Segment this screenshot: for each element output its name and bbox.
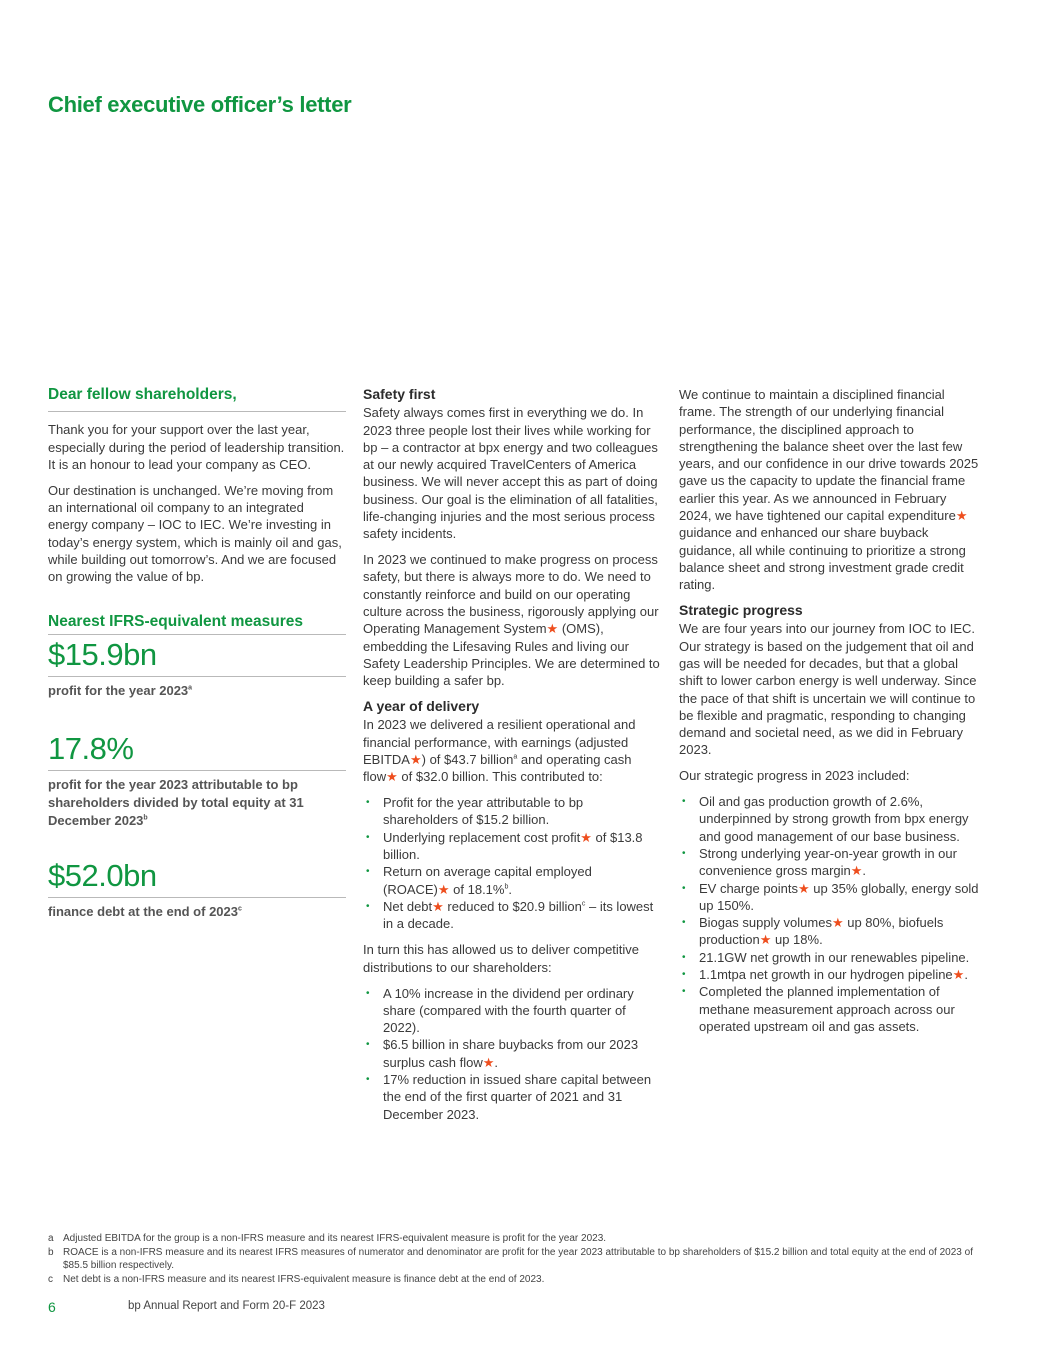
safety-paragraph <box>363 551 661 689</box>
list-item <box>363 829 661 864</box>
text-run: and operating cash flow <box>363 751 632 785</box>
star-icon: ★ <box>409 751 422 767</box>
bullet-icon: • <box>682 917 686 929</box>
footnote <box>48 1246 978 1273</box>
results-list <box>363 794 661 932</box>
bullet-icon: • <box>366 1039 370 1051</box>
bullet-icon: • <box>366 1073 370 1085</box>
metric-caption-text: finance debt at the end of 2023 <box>48 903 238 919</box>
bullet-icon: • <box>682 951 686 963</box>
page-number: 6 <box>48 1299 56 1315</box>
distributions-list <box>363 985 661 1123</box>
text-run: EV charge points <box>699 880 799 896</box>
text-run: Strong underlying year-on-year growth in our convenience gross margin <box>699 845 957 879</box>
list-item <box>679 983 979 1035</box>
text-run: 1.1mtpa net growth in our hydrogen pipeline <box>699 967 953 982</box>
footnote-text: Adjusted EBITDA for the group is a non-IFRS measure and its nearest IFRS-equivalent measure is profit for the year 2023. <box>63 1233 607 1244</box>
bullet-icon: • <box>682 969 686 980</box>
bullet-icon: • <box>366 987 370 999</box>
column-middle <box>363 386 661 1132</box>
metric-block <box>48 856 346 921</box>
star-icon: ★ <box>386 769 398 785</box>
list-item <box>363 1036 661 1071</box>
star-icon: ★ <box>850 863 863 879</box>
star-icon: ★ <box>759 932 772 948</box>
star-icon: ★ <box>955 508 968 524</box>
metric-value: $52.0bn <box>48 856 346 898</box>
text-run: of $13.8 billion. <box>383 829 643 862</box>
text-run: – its lowest in a decade. <box>383 898 654 932</box>
footnote-text: ROACE is a non-IFRS measure and its nearest IFRS measures of numerator and denominator are profit for the year 2023 attributable to bp shareholders of $15.2 billion and total equity at the end of 2023 of $85.5 billion respectively. <box>63 1246 973 1271</box>
bullet-icon: • <box>366 831 370 843</box>
text-run: Biogas supply volumes <box>699 915 832 931</box>
metric-block <box>48 635 346 700</box>
star-icon: ★ <box>580 829 592 845</box>
metric-value: $15.9bn <box>48 635 346 677</box>
star-icon: ★ <box>482 1054 495 1070</box>
footnote-mark: c <box>48 1273 53 1285</box>
measures-heading: Nearest IFRS-equivalent measures <box>48 613 346 634</box>
text-run: of 18.1% <box>449 881 505 897</box>
list-item <box>679 880 979 915</box>
greeting-heading: Dear fellow shareholders, <box>48 386 346 412</box>
text-run: $6.5 billion in share buybacks from our 2023 surplus cash flow <box>383 1037 639 1070</box>
text-run: guidance and enhanced our share buyback guidance, all while continuing to prioritize a strong balance sheet and strong investment grade credit rating. <box>679 525 966 593</box>
safety-paragraph: Safety always comes first in everything we do. In 2023 three people lost their lives while working for bp – a contractor at bpx energy and two colleagues at our newly acquired TravelCenters of America business. We will never accept this as part of doing business. Our goal is the elimination of all fatalities, life-changing injuries and the most serious process safety incidents. <box>363 405 658 542</box>
page-title: Chief executive officer’s letter <box>48 92 352 117</box>
footnote-ref: c <box>581 900 586 908</box>
star-icon: ★ <box>437 881 450 897</box>
footnote-mark: a <box>48 1233 54 1244</box>
bullet-icon: • <box>366 866 370 878</box>
footnote-ref: a <box>188 684 193 692</box>
list-item <box>363 863 661 898</box>
footnotes <box>48 1232 978 1286</box>
bullet-icon: • <box>366 900 370 912</box>
bullet-icon: • <box>682 847 686 859</box>
list-item <box>363 1071 661 1123</box>
bullet-icon: • <box>682 882 686 894</box>
star-icon: ★ <box>952 967 965 982</box>
text-run: Net debt <box>383 898 433 914</box>
text-run: (OMS), embedding the Lifesaving Rules and living our Safety Leadership Principles. We are determined to keep building a safer bp. <box>363 621 660 689</box>
text-run: Completed the planned implementation of methane measurement approach across our operated upstream oil and gas assets. <box>699 984 955 1034</box>
text-run: Oil and gas production growth of 2.6%, underpinned by strong growth from bpx energy and good management of our base business. <box>699 794 969 844</box>
metric-value: 17.8% <box>48 729 346 771</box>
text-run: . <box>964 967 968 982</box>
text-run: ) of $43.7 billion <box>421 751 514 767</box>
text-run: up 80%, biofuels production <box>699 915 944 948</box>
delivery-paragraph: In turn this has allowed us to deliver competitive distributions to our shareholders: <box>363 942 640 975</box>
star-icon: ★ <box>432 898 444 914</box>
text-run: up 35% globally, energy sold up 150%. <box>699 880 979 913</box>
bullet-icon: • <box>366 797 370 809</box>
column-left <box>48 386 346 921</box>
footnote <box>48 1232 978 1246</box>
text-run: Underlying replacement cost profit <box>383 829 581 845</box>
text-run: reduced to $20.9 billion <box>443 898 582 914</box>
report-name: bp Annual Report and Form 20-F 2023 <box>128 1300 325 1312</box>
strategic-paragraph: Our strategic progress in 2023 included: <box>679 768 910 784</box>
star-icon: ★ <box>798 880 810 896</box>
column-right <box>679 386 979 1044</box>
list-item <box>679 914 979 949</box>
financial-paragraph <box>679 386 979 594</box>
text-run: In 2023 we delivered a resilient operational and financial performance, with earnings (adjusted EBITDA <box>363 717 636 767</box>
text-run: A 10% increase in the dividend per ordinary share (compared with the fourth quarter of 2022). <box>383 985 634 1036</box>
footnote-text: Net debt is a non-IFRS measure and its nearest IFRS-equivalent measure is finance debt at the end of 2023. <box>63 1273 545 1285</box>
list-item <box>679 793 979 845</box>
bullet-icon: • <box>682 796 686 808</box>
strategic-list <box>679 793 979 1035</box>
star-icon: ★ <box>831 915 844 931</box>
footnote-mark: b <box>48 1246 54 1258</box>
delivery-paragraph <box>363 716 661 785</box>
metric-block <box>48 729 346 830</box>
footnote-ref: a <box>513 753 518 761</box>
list-item <box>363 898 661 933</box>
text-run: Profit for the year attributable to bp shareholders of $15.2 billion. <box>383 795 584 828</box>
list-item <box>679 949 979 966</box>
text-run: In 2023 we continued to make progress on process safety, but there is always more to do. We need to constantly reinforce and build on our operating culture across the business, rigorously applying our Operating Management System <box>363 552 659 637</box>
safety-heading: Safety first <box>363 386 436 402</box>
intro-paragraph: Thank you for your support over the last year, especially during the period of leadership transition. It is an honour to lead your company as CEO. <box>48 422 345 472</box>
list-item <box>363 794 661 829</box>
intro-paragraph: Our destination is unchanged. We’re moving from an international oil company to an integrated energy company – IOC to IEC. We’re investing in today’s energy system, which is mainly oil and gas, while building out tomorrow’s. And we are focused on growing the value of bp. <box>48 482 342 585</box>
metric-caption <box>48 903 346 921</box>
strategic-paragraph: We are four years into our journey from IOC to IEC. Our strategy is based on the judgement that oil and gas will be needed for decades, but that a global shift to lower carbon energy is well underway. Since the pace of that shift is uncertain we will continue to be flexible and pragmatic, responding to changing demand and societal need, as we did in February 2023. <box>679 621 977 758</box>
footnote-ref: b <box>504 883 509 891</box>
text-run: . <box>862 863 867 879</box>
text-run: 21.1GW net growth in our renewables pipeline. <box>699 949 970 965</box>
text-run: We continue to maintain a disciplined financial frame. The strength of our underlying financial performance, the disciplined approach to strengthening the balance sheet over the last few years, and our confidence in our drive towards 2025 gave us the capacity to update the financial frame earlier this year. As we announced in February 2024, we have tightened our capital expenditure <box>679 387 979 524</box>
metric-caption-text: profit for the year 2023 attributable to bp shareholders divided by total equity at 31 December 2023 <box>48 776 304 828</box>
text-run: up 18%. <box>771 932 823 948</box>
list-item <box>679 845 979 880</box>
list-item <box>679 966 979 983</box>
strategic-heading: Strategic progress <box>679 602 803 619</box>
star-icon: ★ <box>546 621 559 637</box>
bullet-icon: • <box>682 986 686 998</box>
metric-caption <box>48 776 346 830</box>
text-run: 17% reduction in issued share capital between the end of the first quarter of 2021 and 31 December 2023. <box>383 1071 652 1122</box>
text-run: Return on average capital employed (ROACE) <box>383 864 592 897</box>
footnote-ref: c <box>238 905 242 913</box>
metric-caption-text: profit for the year 2023 <box>48 682 189 698</box>
list-item <box>363 985 661 1037</box>
text-run: . <box>508 881 513 897</box>
text-run: of $32.0 billion. This contributed to: <box>397 769 603 785</box>
text-run: . <box>494 1054 498 1070</box>
metric-caption <box>48 682 346 700</box>
footnote <box>48 1273 978 1287</box>
delivery-heading: A year of delivery <box>363 698 480 715</box>
footnote-ref: b <box>143 814 148 822</box>
